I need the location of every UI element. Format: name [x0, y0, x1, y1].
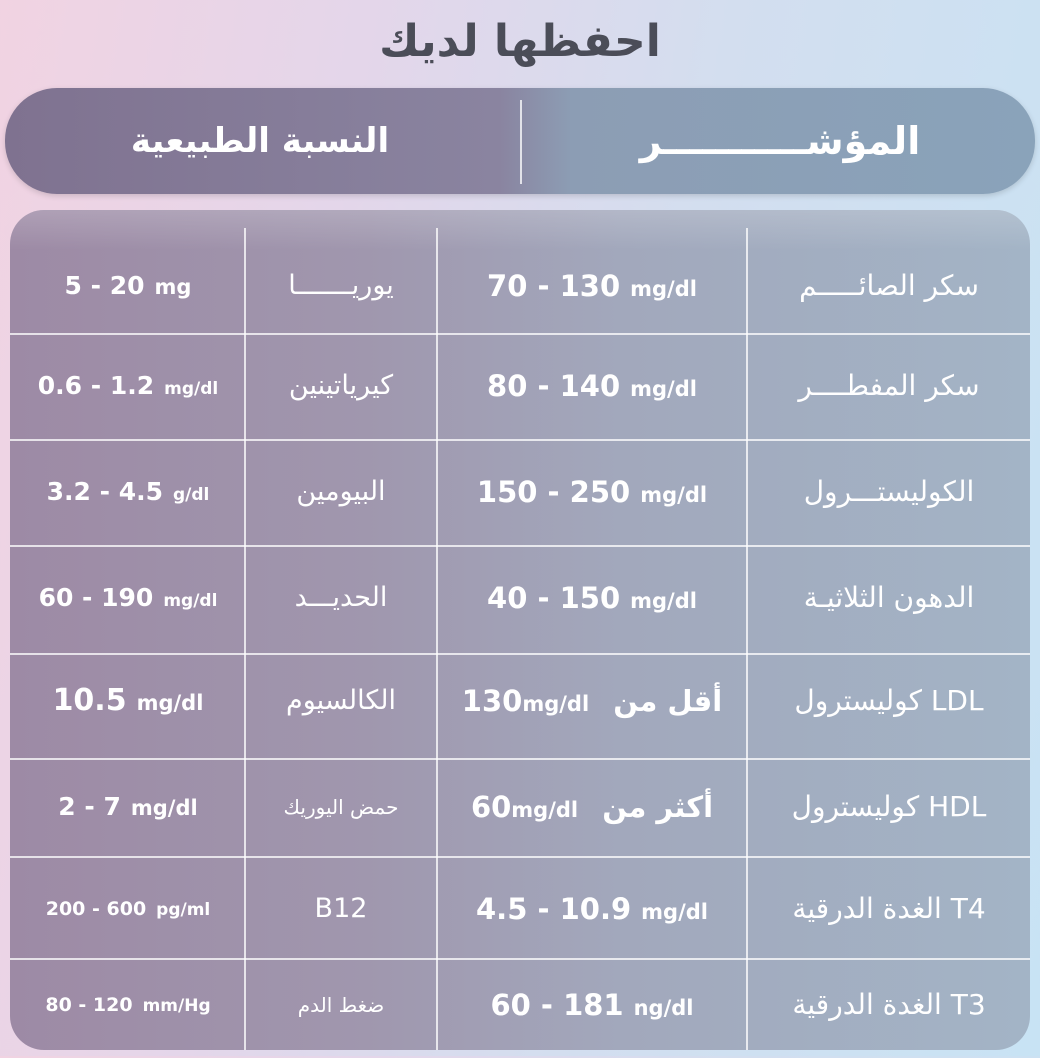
indicator-value-unit: mg/dl [630, 589, 697, 613]
test-value [12, 955, 244, 1055]
test-name: الكالسيوم [286, 685, 396, 716]
test-name: حمض اليوريك [283, 795, 399, 819]
test-value-unit: mm/Hg [142, 996, 211, 1016]
test-name: B12 [314, 893, 368, 924]
indicator-value-unit: mg/dl [511, 798, 579, 822]
indicator-value-number: 4.5 - 10.9 [476, 892, 632, 926]
test-value-unit: mg/dl [130, 796, 198, 820]
test-value-number: 5 - 20 [64, 271, 145, 300]
indicator-header: المؤشـــــــــــر [639, 119, 921, 163]
indicator-value-number: 80 - 140 [487, 369, 621, 403]
normal-range-header: النسبة الطبيعية [130, 121, 390, 161]
indicator-value-number: 70 - 130 [487, 269, 621, 303]
indicator-name: الغدة الدرقية T4 [792, 892, 986, 925]
indicator-value-unit: mg/dl [522, 692, 590, 716]
indicator-name: كوليسترول HDL [791, 790, 987, 823]
indicator-value-number: أقل من 130 [461, 684, 723, 718]
test-value-number: 2 - 7 [58, 792, 121, 821]
indicator-value-number: أكثر من 60 [470, 790, 714, 824]
test-name: الحديـــد [294, 582, 388, 613]
indicator-name: الدهون الثلاثيـة [803, 581, 975, 614]
test-value-unit: mg/dl [163, 591, 218, 611]
row-divider [10, 545, 1030, 547]
test-value-number: 3.2 - 4.5 [46, 477, 163, 506]
indicator-value [438, 757, 746, 857]
test-value [12, 548, 244, 648]
indicator-name: الغدة الدرقية T3 [792, 988, 986, 1021]
page-title: احفظها لديك [379, 16, 661, 67]
test-value-unit: g/dl [172, 485, 210, 505]
indicator-name: سكر المفطــــر [798, 369, 980, 402]
test-value [12, 336, 244, 436]
test-name: كيرياتينين [288, 370, 394, 401]
test-value-number: 10.5 [52, 683, 127, 718]
test-value [12, 236, 244, 336]
test-value-unit: mg/dl [136, 691, 204, 715]
test-value [12, 859, 244, 959]
test-value [12, 442, 244, 542]
indicator-value [438, 236, 746, 336]
indicator-value [438, 651, 746, 751]
test-value-number: 200 - 600 [45, 898, 147, 920]
test-value-unit: mg/dl [164, 379, 219, 399]
indicator-value-unit: mg/dl [630, 277, 697, 301]
test-value-number: 60 - 190 [38, 583, 154, 612]
indicator-value-unit: mg/dl [641, 900, 708, 924]
indicator-value [438, 955, 746, 1055]
indicator-value [438, 548, 746, 648]
indicator-name: الكوليستـــرول [803, 475, 975, 508]
indicator-value [438, 336, 746, 436]
test-value-unit: mg [154, 275, 192, 299]
row-divider [10, 439, 1030, 441]
test-name: يوريـــــــا [288, 270, 394, 301]
indicator-value [438, 442, 746, 542]
indicator-value-number: 150 - 250 [476, 475, 631, 509]
test-value-number: 0.6 - 1.2 [37, 371, 155, 400]
indicator-name: سكر الصائـــــم [799, 269, 979, 302]
indicator-value-unit: mg/dl [640, 483, 708, 507]
test-value [12, 757, 244, 857]
indicator-value-unit: ng/dl [633, 996, 694, 1020]
indicator-value-unit: mg/dl [630, 377, 697, 401]
test-name: البيومين [296, 476, 386, 507]
indicator-value-number: 40 - 150 [487, 581, 621, 615]
test-value-number: 80 - 120 [45, 994, 133, 1016]
test-value [12, 651, 244, 751]
indicator-value [438, 859, 746, 959]
test-value-unit: pg/ml [156, 900, 211, 920]
test-name: ضغط الدم [297, 993, 385, 1017]
indicator-value-number: 60 - 181 [490, 988, 624, 1022]
indicator-name: كوليسترول LDL [794, 684, 984, 717]
